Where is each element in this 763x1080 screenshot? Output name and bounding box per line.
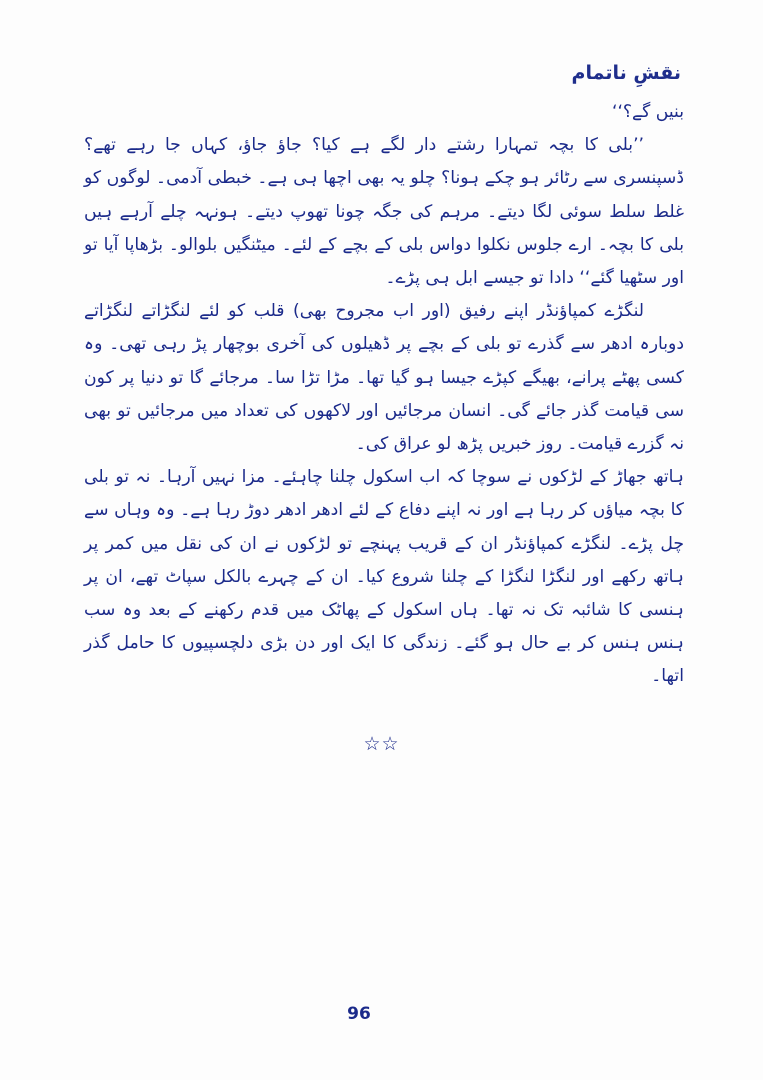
running-header-title: نقشِ ناتمام (571, 62, 681, 84)
paragraph-4: ہاتھ جھاڑ کے لڑکوں نے سوچا کہ اب اسکول چلنا چاہئے۔ مزا نہیں آرہا۔ نہ تو بلی کا بچہ میاؤں کر رہا ہے اور نہ اپنے دفاع کے لئے ادھر ادھر دوڑ رہا ہے۔ وہ وہاں سے چل پڑے۔ لنگڑے کمپاؤنڈر ان کے قریب پہنچے تو لڑکوں نے ان کی نقل میں کمر پر ہاتھ رکھے اور لنگڑا لنگڑا کے چلنا شروع کیا۔ ان کے چہرے بالکل سپاٹ تھے، ان پر ہنسی کا شائبہ تک نہ تھا۔ ہاں اسکول کے پھاٹک میں قدم رکھنے کے بعد وہ سب ہنس ہنس کر بے حال ہو گئے۔ زندگی کا ایک اور دن بڑی دلچسپیوں کا حامل گذر اتھا۔ (84, 467, 684, 687)
section-end-stars: ☆☆ (363, 733, 400, 755)
paragraph-1: بنیں گے؟‘‘ (611, 102, 684, 122)
page-number: 96 (347, 1004, 371, 1024)
paragraph-2: ’’بلی کا بچہ تمہارا رشتے دار لگے ہے کیا؟ جاؤ جاؤ، کہاں جا رہے تھے؟ ڈسپنسری سے رٹائر ہو چکے ہونا؟ چلو یہ بھی اچھا ہی ہے۔ خبطی آدمی۔ لوگوں کو غلط سلط سوئی لگا دیتے۔ مرہم کی جگہ چونا تھوپ دیتے۔ ہونہہ چلے آرہے ہیں بلی کا بچہ۔ ارے جلوس نکلوا دواس بلی کے بچے کے لئے۔ میٹنگیں بلوالو۔ بڑھاپا آیا تو اور سٹھیا گئے‘‘ دادا تو جیسے ابل ہی پڑے۔ (84, 135, 684, 289)
paragraph-3: لنگڑے کمپاؤنڈر اپنے رفیق (اور اب مجروح بھی) قلب کو لئے لنگڑاتے لنگڑاتے دوبارہ ادھر سے گذرے تو بلی کے بچے پر ڈھیلوں کی آخری بوچھار پڑ رہی تھی۔ وہ کسی پھٹے پرانے، بھیگے کپڑے جیسا ہو گیا تھا۔ مڑا تڑا سا۔ مرجائے گا تو دنیا پر کون سی قیامت گذر جائے گی۔ انسان مرجائیں اور لاکھوں کی تعداد میں مرجائیں تو بھی نہ گزرے قیامت۔ روز خبریں پڑھ لو عراق کی۔ (84, 301, 684, 455)
page-body (84, 96, 684, 694)
